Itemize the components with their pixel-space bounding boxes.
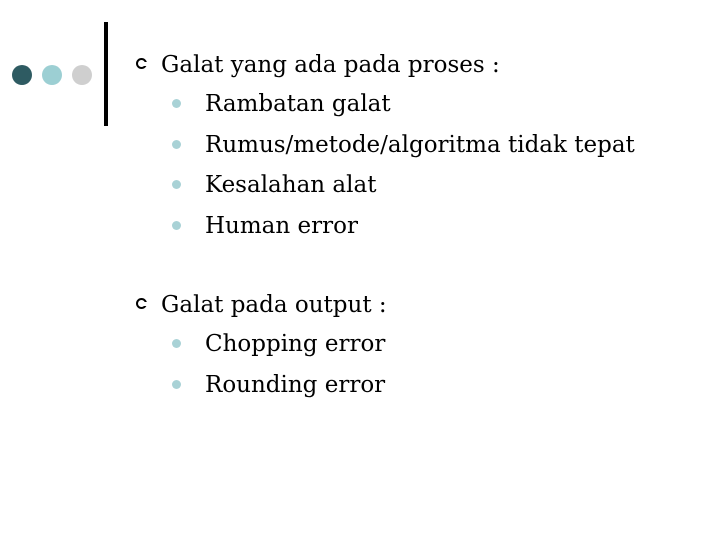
sub-bullet-item	[136, 206, 635, 247]
bullet-heading	[136, 48, 635, 84]
bullet-section-process-errors	[136, 48, 635, 246]
sub-bullet-text: Kesalahan alat	[205, 172, 377, 198]
sub-bullet-text: Rounding error	[205, 371, 386, 398]
sub-bullet-text: Rambatan galat	[205, 91, 391, 117]
circle-bullet-icon	[136, 298, 147, 309]
bullet-heading-text: Galat pada output :	[161, 292, 387, 318]
sub-bullet-text: Human error	[205, 212, 358, 239]
dot-bullet-icon	[172, 99, 181, 108]
bullet-heading	[136, 288, 387, 324]
sub-bullet-text: Rumus/metode/algoritma tidak tepat	[205, 131, 635, 158]
sub-bullet-item	[136, 165, 635, 206]
sub-bullet-item	[136, 365, 387, 406]
sub-bullet-text: Chopping error	[205, 331, 386, 357]
circle-bullet-icon	[136, 58, 147, 69]
bullet-heading-text: Galat yang ada pada proses :	[161, 52, 500, 78]
dot-bullet-icon	[172, 140, 181, 149]
dot-bullet-icon	[172, 339, 181, 348]
sub-bullet-item	[136, 324, 387, 365]
sub-bullet-item	[136, 84, 635, 125]
bullet-section-output-errors	[136, 288, 387, 405]
dot-bullet-icon	[172, 180, 181, 189]
dot-bullet-icon	[172, 380, 181, 389]
dot-bullet-icon	[172, 221, 181, 230]
sub-bullet-item	[136, 125, 635, 166]
